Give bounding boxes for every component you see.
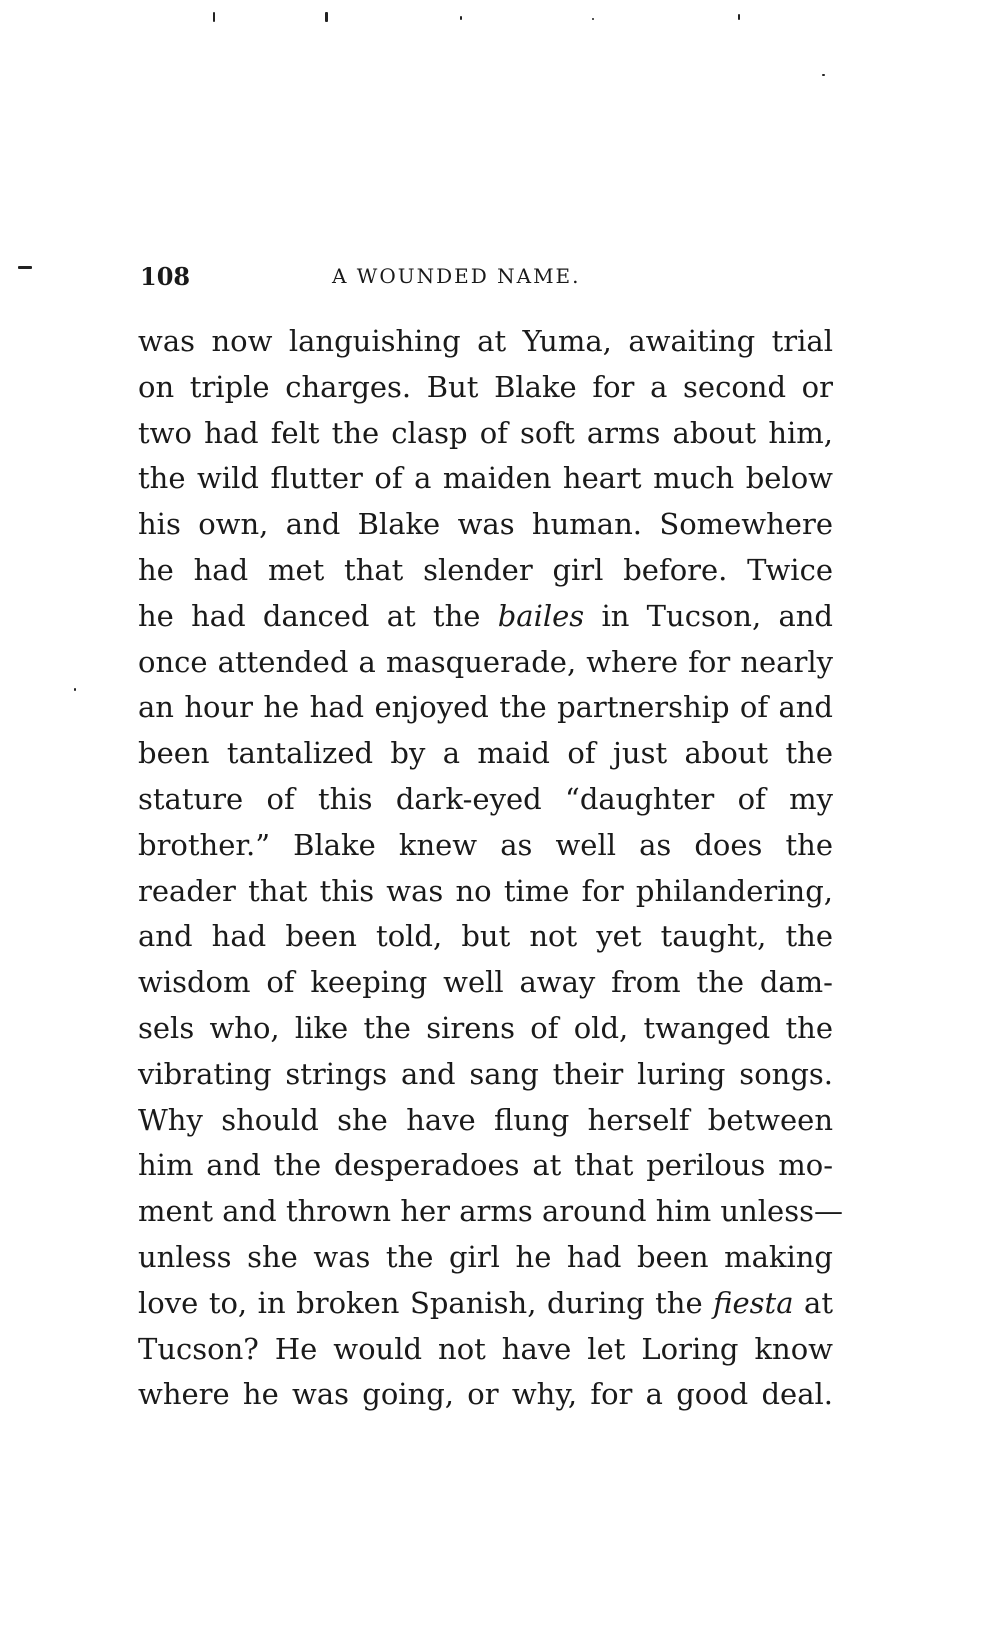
page-header — [140, 262, 840, 298]
running-head: A WOUNDED NAME. — [332, 264, 581, 288]
text-line: Tucson? He would not have let Loring know — [138, 1331, 833, 1366]
text-line: sels who, like the sirens of old, twanged the — [138, 1010, 833, 1045]
text-line: once attended a masquerade, where for nearly — [138, 644, 833, 679]
text-line: unless she was the girl he had been making — [138, 1239, 833, 1274]
text-line: love to, in broken Spanish, during the fiesta at — [138, 1285, 833, 1320]
scan-speck — [822, 74, 825, 76]
page-number: 108 — [140, 262, 191, 291]
text-line: on triple charges. But Blake for a second or — [138, 369, 833, 404]
text-line: been tantalized by a maid of just about the — [138, 736, 833, 771]
text-line: brother.” Blake knew as well as does the — [138, 827, 833, 862]
scan-speck — [18, 266, 32, 269]
italic-word: fiesta — [713, 1285, 794, 1320]
text-line: stature of this dark-eyed “daughter of my — [138, 781, 833, 816]
text-line: and had been told, but not yet taught, the — [138, 919, 833, 954]
text-line: him and the desperadoes at that perilous mo- — [138, 1148, 833, 1183]
text-line: where he was going, or why, for a good deal. — [138, 1377, 833, 1412]
text-line: wisdom of keeping well away from the dam- — [138, 965, 833, 1000]
scan-speck — [74, 688, 76, 691]
text-line: he had met that slender girl before. Twice — [138, 552, 833, 587]
scan-speck — [738, 14, 740, 20]
text-line: reader that this was no time for philandering, — [138, 873, 833, 908]
text-line: the wild flutter of a maiden heart much below — [138, 461, 833, 496]
text-line: an hour he had enjoyed the partnership of and — [138, 690, 833, 725]
text-line: he had danced at the bailes in Tucson, and — [138, 598, 833, 633]
text-line: ment and thrown her arms around him unless— — [138, 1194, 843, 1229]
text-line: was now languishing at Yuma, awaiting trial — [138, 324, 833, 358]
italic-word: bailes — [497, 598, 585, 633]
body-text — [138, 319, 843, 1418]
scan-speck — [325, 12, 328, 22]
scan-speck — [460, 16, 462, 20]
scan-speck — [213, 12, 215, 22]
text-line: Why should she have flung herself between — [138, 1102, 833, 1137]
scan-speck — [592, 18, 594, 20]
text-line: two had felt the clasp of soft arms about him, — [138, 415, 833, 450]
text-line: vibrating strings and sang their luring songs. — [138, 1056, 833, 1091]
text-line: his own, and Blake was human. Somewhere — [138, 507, 833, 542]
